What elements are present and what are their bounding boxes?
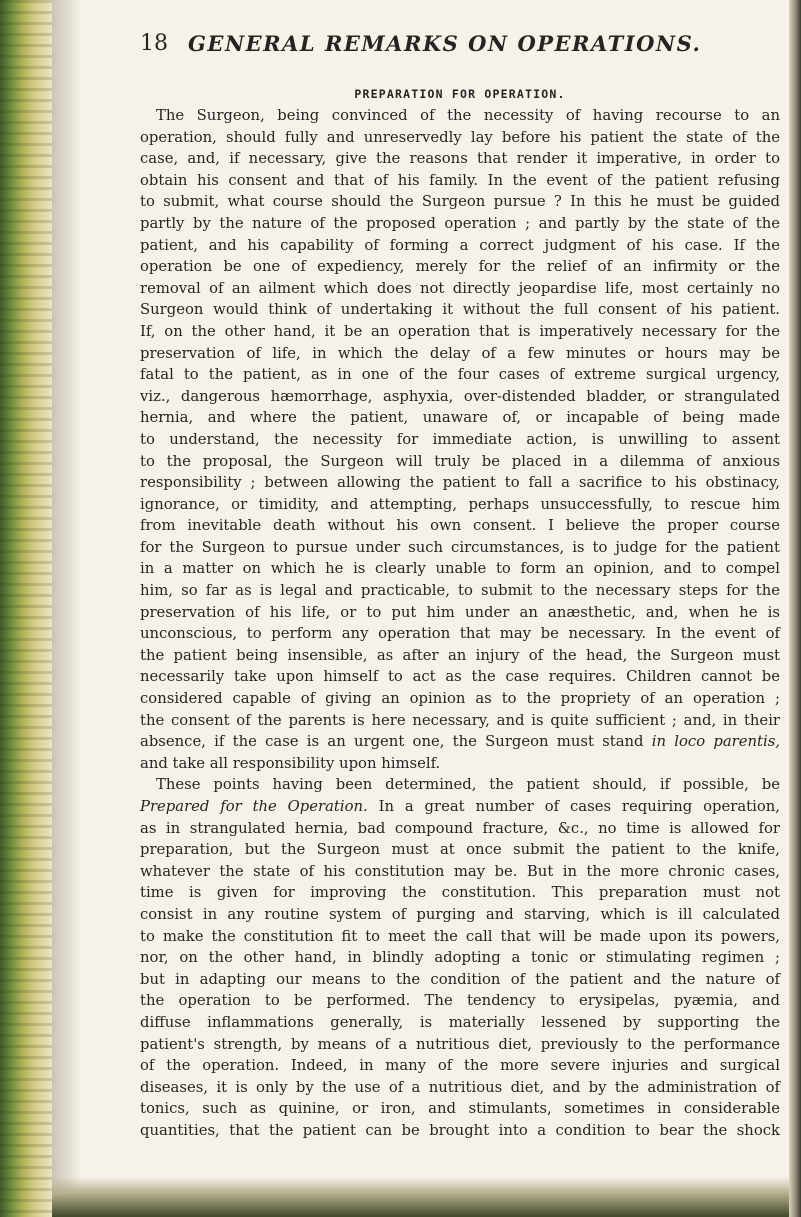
- text-line: consist in any routine system of purging and starving, which is ill calculated: [140, 905, 780, 923]
- text-line: and take all responsibility upon himself.: [140, 754, 441, 772]
- page-bottom-edge: [52, 1177, 789, 1217]
- text-line: If, on the other hand, it be an operation that is imperatively necessary for the: [140, 322, 780, 340]
- page-number: 18: [140, 31, 168, 56]
- text-line: whatever the state of his constitution may be. But in the more chronic cases,: [140, 862, 780, 880]
- page-right-edge: [789, 0, 801, 1217]
- paragraph-2: [140, 774, 780, 1141]
- text-line: obtain his consent and that of his family. In the event of the patient refusing: [140, 171, 780, 189]
- text-line: Prepared for the Operation. In a great number of cases requiring operation,: [140, 798, 780, 815]
- book-spine-edge: [0, 0, 52, 1217]
- text-line: as in strangulated hernia, bad compound fracture, &c., no time is allowed for: [140, 819, 780, 837]
- text-line: the operation to be performed. The tendency to erysipelas, pyæmia, and: [140, 992, 780, 1010]
- text-line: but in adapting our means to the condition of the patient and the nature of: [140, 970, 780, 988]
- text-line: ignorance, or timidity, and attempting, perhaps unsuccessfully, to rescue him: [140, 495, 780, 513]
- text-line: time is given for improving the constitution. This preparation must not: [140, 884, 780, 902]
- gutter-shadow: [52, 0, 82, 1217]
- text-line: preservation of life, in which the delay of a few minutes or hours may be: [140, 344, 780, 362]
- text-line: preservation of his life, or to put him under an anæsthetic, and, when he is: [140, 603, 780, 621]
- text-line: removal of an ailment which does not directly jeopardise life, most certainly no: [140, 279, 780, 297]
- text-line: diffuse inflammations generally, is materially lessened by supporting the: [140, 1013, 780, 1031]
- text-line: to submit, what course should the Surgeon pursue ? In this he must be guided: [140, 193, 780, 211]
- text-line: to understand, the necessity for immediate action, is unwilling to assent: [140, 430, 780, 448]
- text-line: patient, and his capability of forming a correct judgment of his case. If the: [140, 236, 780, 254]
- text-line: from inevitable death without his own consent. I believe the proper course: [140, 517, 780, 535]
- text-line: Surgeon would think of undertaking it without the full consent of his patient.: [140, 301, 780, 319]
- text-line: diseases, it is only by the use of a nutritious diet, and by the administration of: [140, 1078, 780, 1096]
- text-line: to make the constitution fit to meet the call that will be made upon its powers,: [140, 927, 780, 945]
- text-line: fatal to the patient, as in one of the four cases of extreme surgical urgency,: [140, 366, 780, 384]
- text-line: nor, on the other hand, in blindly adopting a tonic or stimulating regimen ;: [140, 949, 780, 967]
- text-line: quantities, that the patient can be brought into a condition to bear the shock: [140, 1121, 780, 1139]
- text-line: absence, if the case is an urgent one, the Surgeon must stand in loco parentis,: [140, 733, 780, 751]
- section-heading: PREPARATION FOR OPERATION.: [354, 87, 566, 101]
- body-text: [140, 105, 780, 1142]
- text-line: The Surgeon, being convinced of the necessity of having recourse to an: [156, 107, 780, 124]
- paragraph-1: [140, 105, 780, 774]
- text-line: preparation, but the Surgeon must at once submit the patient to the knife,: [140, 841, 780, 859]
- text-line: patient's strength, by means of a nutritious diet, previously to the performance: [140, 1035, 780, 1053]
- text-line: partly by the nature of the proposed operation ; and partly by the state of the: [140, 214, 780, 232]
- text-line: the consent of the parents is here necessary, and is quite sufficient ; and, in their: [140, 711, 780, 729]
- text-line: to the proposal, the Surgeon will truly be placed in a dilemma of anxious: [140, 452, 780, 470]
- text-line: unconscious, to perform any operation that may be necessary. In the event of: [140, 625, 780, 643]
- text-line: considered capable of giving an opinion as to the propriety of an operation ;: [140, 690, 780, 708]
- text-line: for the Surgeon to pursue under such circumstances, is to judge for the patient: [140, 538, 780, 556]
- text-line: tonics, such as quinine, or iron, and stimulants, sometimes in considerable: [140, 1100, 780, 1118]
- running-header: [140, 28, 780, 60]
- running-title: GENERAL REMARKS ON OPERATIONS.: [188, 31, 702, 56]
- text-line: hernia, and where the patient, unaware of, or incapable of being made: [140, 409, 780, 427]
- text-line: necessarily take upon himself to act as the case requires. Children cannot be: [140, 668, 780, 686]
- text-line: of the operation. Indeed, in many of the more severe injuries and surgical: [140, 1057, 780, 1075]
- text-line: the patient being insensible, as after an injury of the head, the Surgeon must: [140, 646, 780, 664]
- text-line: in a matter on which he is clearly unable to form an opinion, and to compel: [140, 560, 780, 578]
- text-line: case, and, if necessary, give the reasons that render it imperative, in order to: [140, 150, 780, 168]
- text-line: viz., dangerous hæmorrhage, asphyxia, over-distended bladder, or strangulated: [140, 387, 780, 405]
- text-line: responsibility ; between allowing the patient to fall a sacrifice to his obstinacy,: [140, 474, 780, 492]
- text-line: These points having been determined, the patient should, if possible, be: [156, 776, 780, 794]
- text-line: operation, should fully and unreservedly lay before his patient the state of the: [140, 128, 780, 146]
- text-line: operation be one of expediency, merely for the relief of an infirmity or the: [140, 258, 780, 276]
- text-line: him, so far as is legal and practicable, to submit to the necessary steps for the: [140, 582, 780, 600]
